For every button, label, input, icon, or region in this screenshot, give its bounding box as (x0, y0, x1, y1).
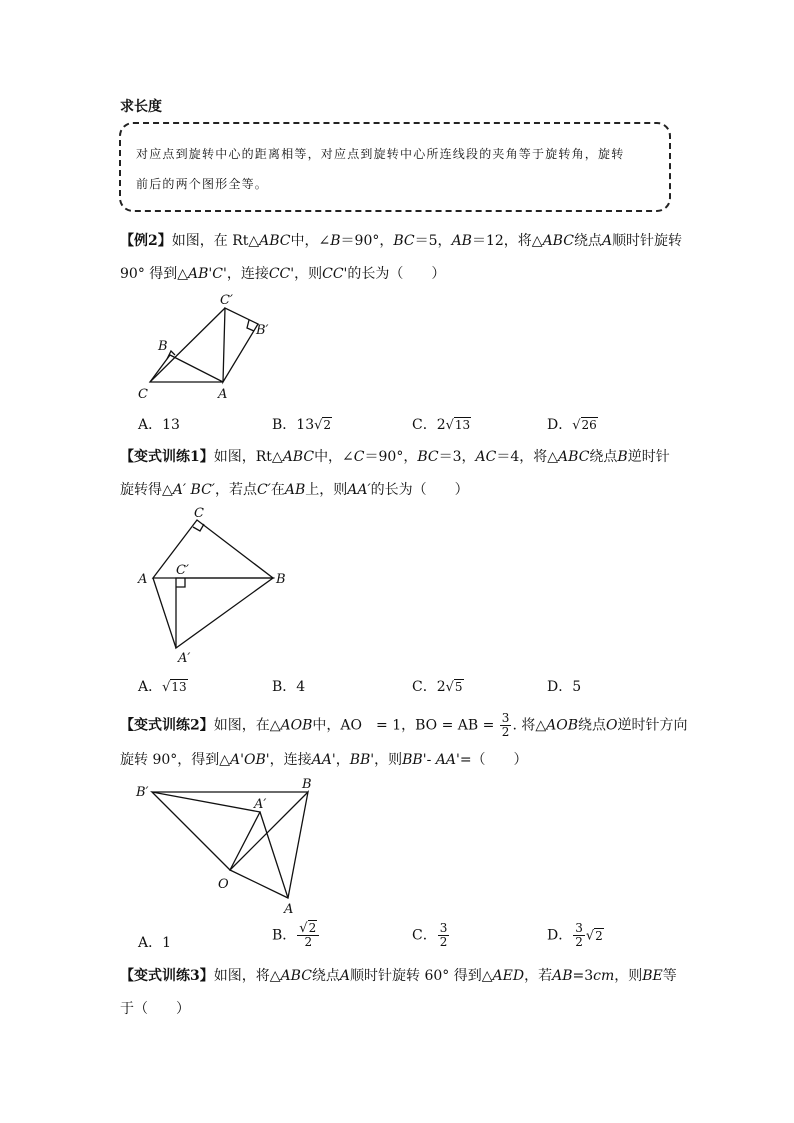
q2-segment-aa (153, 578, 176, 648)
q1-label-a: A (218, 387, 228, 402)
q1-label-c: C (138, 387, 148, 402)
q2-option-a[interactable]: A．√13 (138, 679, 187, 695)
q1-label-c-prime: C′ (220, 293, 233, 308)
q3-option-a[interactable]: A．1 (138, 935, 172, 951)
q3-label-o: O (218, 877, 229, 892)
q3-option-d[interactable]: D． $\frac{3}{2}$ √2 (547, 921, 603, 949)
tip-box (119, 122, 671, 212)
q1-option-a[interactable]: A．13 (138, 417, 180, 433)
q3-line-2: 旋转 90°，得到△A'OB'，连接AA'，BB'，则BB'- AA'=（ ） (120, 752, 528, 768)
q4-line-1: 【变式训练3】如图，将△ABC绕点A顺时针旋转 60° 得到△AED，若AB=3cm，则BE等 (120, 968, 677, 984)
q3-triangle-aob (230, 792, 308, 898)
q2-option-b[interactable]: B．4 (272, 679, 306, 695)
q1-option-d[interactable]: D．√26 (547, 417, 597, 433)
tip-line-1: 对应点到旋转中心的距离相等，对应点到旋转中心所连线段的夹角等于旋转角，旋转 (136, 147, 625, 161)
q2-figure (130, 503, 300, 668)
q2-label-c: C (194, 506, 204, 521)
q1-figure (130, 288, 290, 403)
q2-right-angle-c-prime (176, 578, 185, 587)
q2-label-c-prime: C′ (176, 563, 189, 578)
q1-tag: 【例2】 (120, 233, 172, 249)
q1-label-b: B (158, 339, 168, 354)
q1-triangle-abc (150, 355, 223, 382)
q2-line-2: 旋转得△A′ BC′，若点C′在AB上，则AA′的长为（ ） (120, 482, 469, 498)
q3-figure (130, 772, 330, 917)
q1-line-1: 【例2】如图，在 Rt△ABC中，∠B＝90°，BC＝5，AB＝12，将△ABC绕点A顺时针旋转 (120, 233, 683, 249)
q3-tag: 【变式训练2】 (120, 717, 214, 734)
q1-option-c[interactable]: C．2√13 (412, 417, 471, 433)
q1-triangle-abc-prime (223, 308, 258, 382)
q3-label-a: A (284, 902, 294, 917)
q1-label-b-prime: B′ (256, 323, 269, 338)
q2-label-b: B (276, 572, 286, 587)
q2-label-a-prime: A′ (178, 651, 191, 666)
q4-tag: 【变式训练3】 (120, 968, 214, 984)
q3-option-b[interactable]: B． $\frac{√2}{2}$ (272, 922, 320, 949)
q1-option-b[interactable]: B．13√2 (272, 417, 332, 433)
tip-line-2: 前后的两个图形全等。 (136, 177, 269, 191)
q4-line-2: 于（ ） (120, 1001, 190, 1017)
q1-line-2: 90° 得到△AB'C'，连接CC'，则CC'的长为（ ） (120, 266, 446, 282)
q3-triangle-a-prime-o-b-prime (152, 792, 260, 870)
q2-triangle-abc (153, 520, 273, 578)
q2-tag: 【变式训练1】 (120, 449, 214, 465)
q2-line-1: 【变式训练1】如图，Rt△ABC中，∠C＝90°，BC＝3，AC＝4，将△ABC绕点B逆时针 (120, 449, 670, 465)
q2-triangle-a-prime-b-c-prime (176, 578, 273, 648)
q3-label-a-prime: A′ (254, 797, 267, 812)
q3-segment-aa (260, 812, 288, 898)
q3-fraction: $\frac{3}{2}$ (501, 711, 510, 739)
q3-label-b: B (302, 777, 312, 792)
q2-label-a: A (138, 572, 148, 587)
q3-label-b-prime: B′ (136, 785, 149, 800)
section-title: 求长度 (120, 99, 162, 115)
q2-option-c[interactable]: C．2√5 (412, 679, 463, 695)
q3-line-1: 【变式训练2】如图，在△AOB中，AO = 1，BO = AB = $\frac{3}{2}$ . 将△AOB绕点O逆时针方向 (120, 711, 688, 739)
q2-option-d[interactable]: D．5 (547, 679, 582, 695)
q3-option-c[interactable]: C． $\frac{3}{2}$ (412, 921, 448, 949)
q2-right-angle-c (193, 524, 204, 531)
